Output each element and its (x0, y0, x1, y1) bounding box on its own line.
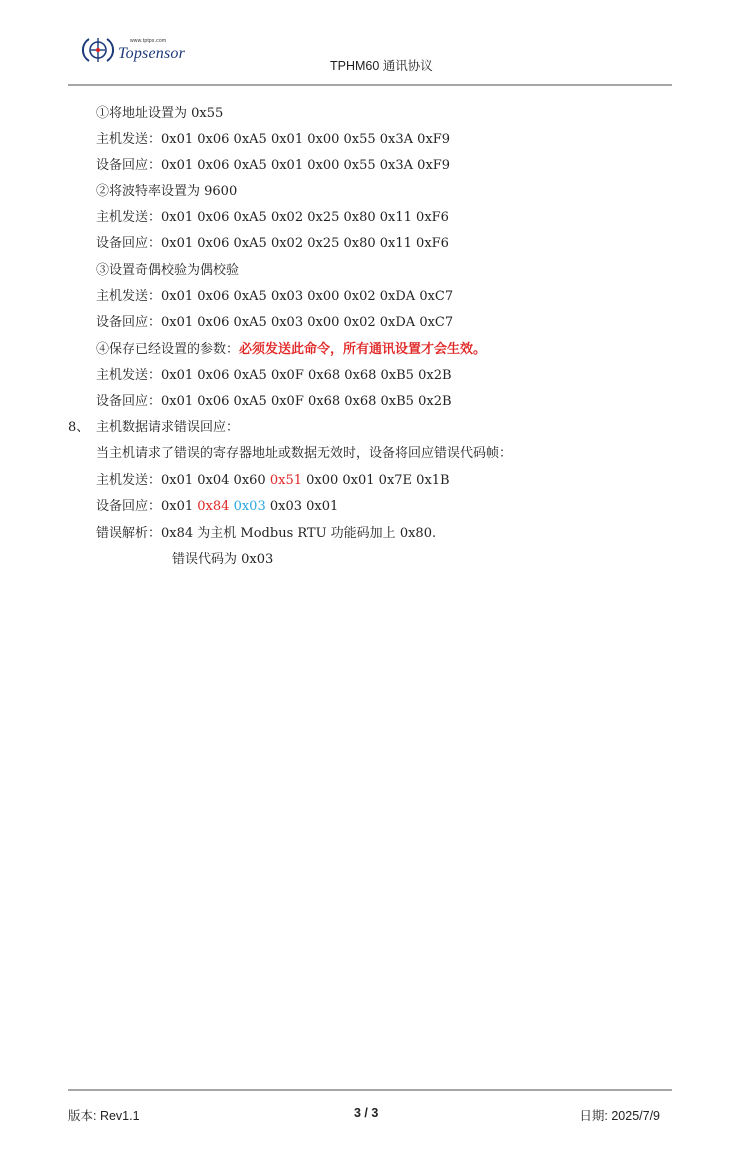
document-title: TPHM60 通讯协议 (330, 59, 433, 73)
footer-divider (68, 1089, 672, 1091)
item8-reply-prefix: 设备回应：0x01 (96, 499, 198, 514)
footer-date: 日期: 2025/7/9 (579, 1109, 660, 1123)
item8-reply-function-code: 0x84 (197, 499, 230, 514)
step4-send: 主机发送：0x01 0x06 0xA5 0x0F 0x68 0x68 0xB5 0x2B (96, 368, 452, 383)
item8-send-prefix: 主机发送：0x01 0x04 0x60 (96, 473, 270, 488)
item8-error-code: 错误代码为 0x03 (172, 552, 274, 567)
item8-reply-line (96, 497, 338, 517)
logo-name: Topsensor (118, 45, 186, 62)
step3-title: ③设置奇偶校验为偶校验 (96, 263, 240, 278)
header-divider (68, 84, 672, 86)
step1-send: 主机发送：0x01 0x06 0xA5 0x01 0x00 0x55 0x3A 0xF9 (96, 132, 451, 147)
item8-reply-suffix: 0x03 0x01 (265, 499, 339, 514)
step2-title: ②将波特率设置为 9600 (96, 184, 238, 199)
company-logo (80, 28, 210, 72)
step1-title: ①将地址设置为 0x55 (96, 106, 224, 121)
item8-send-line (96, 471, 450, 491)
topsensor-logo-icon (80, 33, 116, 67)
step2-reply: 设备回应：0x01 0x06 0xA5 0x02 0x25 0x80 0x11 0xF6 (96, 236, 449, 251)
item8-reply-error-code: 0x03 (233, 499, 266, 514)
footer-page-number: 3 / 3 (354, 1106, 379, 1120)
step2-send: 主机发送：0x01 0x06 0xA5 0x02 0x25 0x80 0x11 0xF6 (96, 210, 449, 225)
step4-title-line (96, 340, 486, 360)
item8-number: 8、 (68, 420, 90, 435)
step4-title: ④保存已经设置的参数： (96, 342, 240, 357)
item8-send-highlight: 0x51 (269, 473, 302, 488)
page-header (68, 28, 673, 86)
step4-reply: 设备回应：0x01 0x06 0xA5 0x0F 0x68 0x68 0xB5 0x2B (96, 394, 452, 409)
page-footer (68, 1106, 672, 1126)
item8-error-analysis: 错误解析：0x84 为主机 Modbus RTU 功能码加上 0x80. (96, 526, 437, 541)
step3-send: 主机发送：0x01 0x06 0xA5 0x03 0x00 0x02 0xDA 0xC7 (96, 289, 454, 304)
step4-warning: 必须发送此命令，所有通讯设置才会生效。 (239, 342, 487, 357)
step1-reply: 设备回应：0x01 0x06 0xA5 0x01 0x00 0x55 0x3A 0xF9 (96, 158, 451, 173)
item8-send-suffix: 0x00 0x01 0x7E 0x1B (302, 473, 450, 488)
logo-url: www.tptps.com (130, 38, 167, 44)
footer-version: 版本: Rev1.1 (68, 1109, 140, 1123)
item8-title: 主机数据请求错误回应： (96, 420, 240, 435)
step3-reply: 设备回应：0x01 0x06 0xA5 0x03 0x00 0x02 0xDA 0xC7 (96, 315, 454, 330)
item8-description: 当主机请求了错误的寄存器地址或数据无效时，设备将回应错误代码帧： (96, 446, 513, 461)
